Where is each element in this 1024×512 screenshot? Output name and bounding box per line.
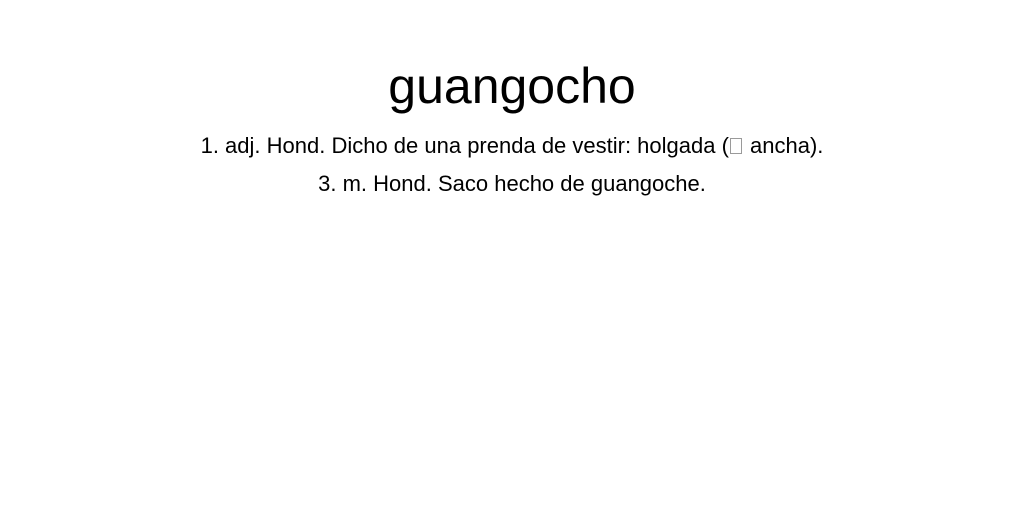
definition-1 <box>0 133 1024 159</box>
entry-headword: guangocho <box>388 58 636 114</box>
definition-1-text-after-ref: ancha). <box>743 133 824 158</box>
cross-reference-box-icon <box>730 138 742 154</box>
definition-1-text-before-ref: 1. adj. Hond. Dicho de una prenda de vestir: holgada ( <box>200 133 729 158</box>
definition-3: 3. m. Hond. Saco hecho de guangoche. <box>318 171 706 196</box>
